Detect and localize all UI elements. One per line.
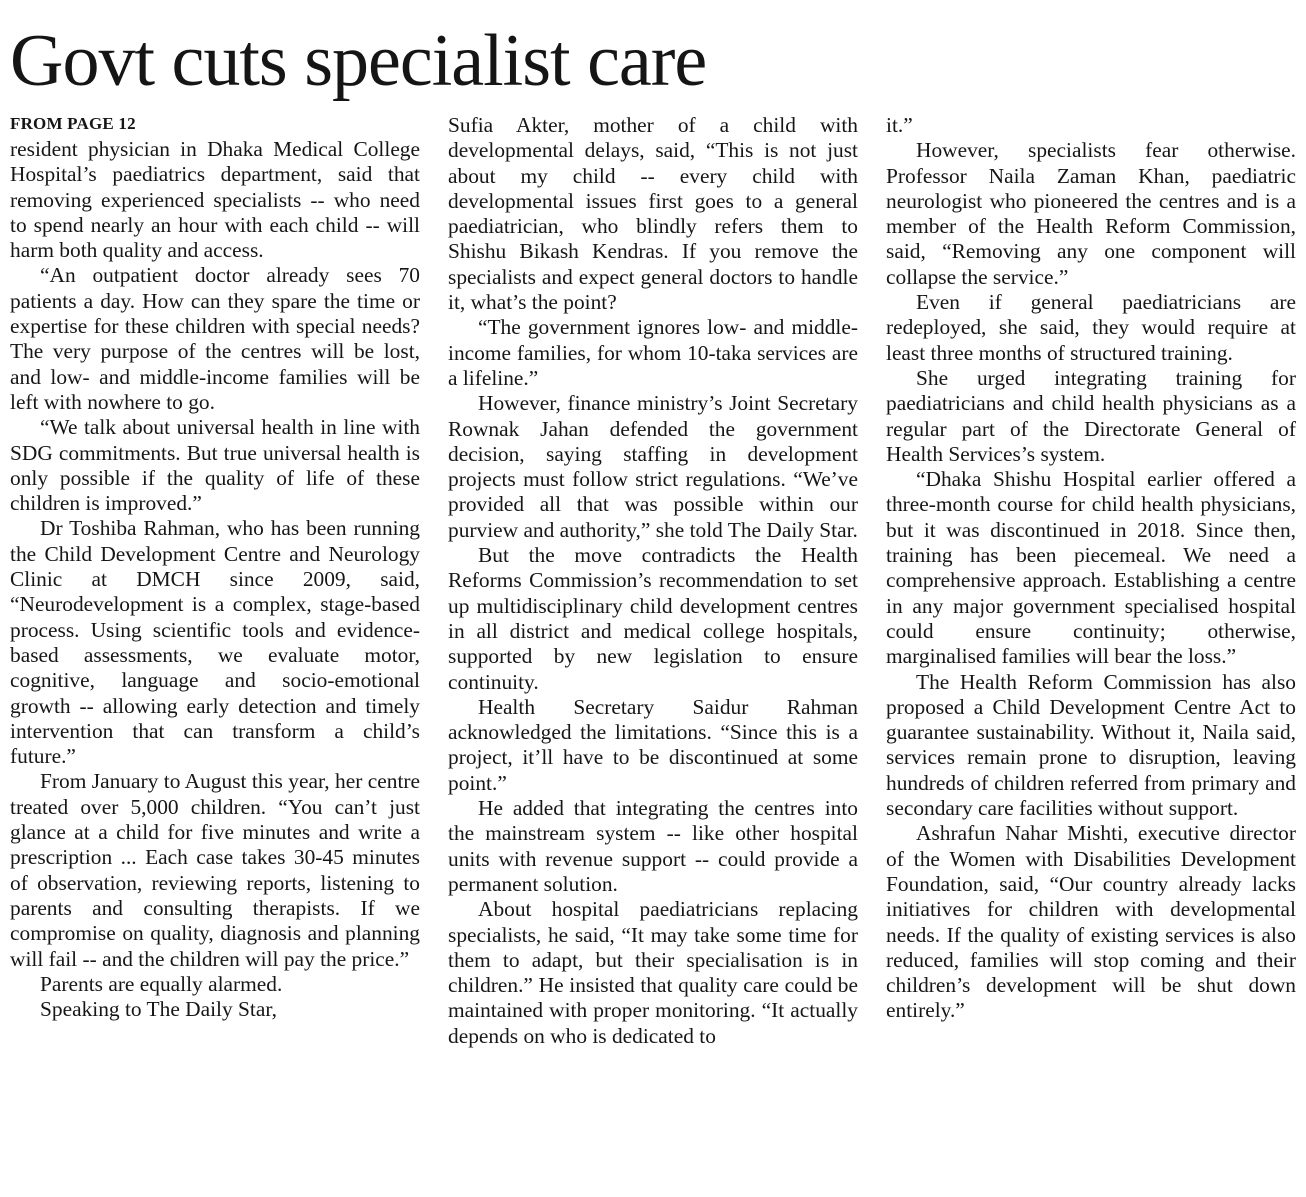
- paragraph: However, finance ministry’s Joint Secretary Rownak Jahan defended the government decision, saying staffing in development projects must follow strict regulations. “We’ve provided all that was possible within our purview and authority,” she told The Daily Star.: [448, 391, 858, 542]
- article-column-3: [886, 113, 1296, 1024]
- article-column-1: [10, 113, 420, 1022]
- paragraph: “The government ignores low- and middle-income families, for whom 10-taka services are a lifeline.”: [448, 315, 858, 390]
- paragraph: “Dhaka Shishu Hospital earlier offered a three-month course for child health physicians, but it was discontinued in 2018. Since then, training has been piecemeal. We need a comprehensive approach. Establishing a centre in any major government specialised hospital could ensure continuity; otherwise, marginalised families will bear the loss.”: [886, 467, 1296, 669]
- paragraph: However, specialists fear otherwise. Professor Naila Zaman Khan, paediatric neurologist who pioneered the centres and is a member of the Health Reform Commission, said, “Removing any one component will collapse the service.”: [886, 138, 1296, 289]
- paragraph: Health Secretary Saidur Rahman acknowledged the limitations. “Since this is a project, it’ll have to be discontinued at some point.”: [448, 694, 858, 795]
- paragraph: Even if general paediatricians are redeployed, she said, they would require at least three months of structured training.: [886, 290, 1296, 365]
- article-column-2: [448, 113, 858, 1049]
- paragraph: it.”: [886, 113, 913, 137]
- paragraph: “An outpatient doctor already sees 70 patients a day. How can they spare the time or expertise for these children with special needs? The very purpose of the centres will be lost, and low- and middle-income families will be left with nowhere to go.: [10, 263, 420, 414]
- paragraph: Dr Toshiba Rahman, who has been running the Child Development Centre and Neurology Clinic at DMCH since 2009, said, “Neurodevelopment is a complex, stage-based process. Using scientific tools and evidence-based assessments, we evaluate motor, cognitive, language and socio-emotional growth -- allowing early detection and timely intervention that can transform a child’s future.”: [10, 516, 420, 769]
- paragraph: “We talk about universal health in line with SDG commitments. But true universal health is only possible if the quality of life of these children is improved.”: [10, 415, 420, 516]
- headline: Govt cuts specialist care: [10, 20, 707, 102]
- paragraph: He added that integrating the centres into the mainstream system -- like other hospital units with revenue support -- could provide a permanent solution.: [448, 796, 858, 896]
- paragraph: Ashrafun Nahar Mishti, executive director of the Women with Disabilities Development Foundation, said, “Our country already lacks initiatives for children with developmental needs. If the quality of existing services is also reduced, families will stop coming and their children’s development will be shut down entirely.”: [886, 821, 1296, 1023]
- jump-line: FROM PAGE 12: [10, 114, 136, 133]
- paragraph: resident physician in Dhaka Medical College Hospital’s paediatrics department, said that removing experienced specialists -- who need to spend nearly an hour with each child -- will harm both quality and access.: [10, 137, 420, 263]
- paragraph: Parents are equally alarmed.: [40, 971, 283, 996]
- paragraph: But the move contradicts the Health Reforms Commission’s recommendation to set up multidisciplinary child development centres in all district and medical college hospitals, supported by new legislation to ensure continuity.: [448, 543, 858, 694]
- paragraph: Sufia Akter, mother of a child with developmental delays, said, “This is not just about my child -- every child with developmental issues first goes to a general paediatrician, who blindly refers them to Shishu Bikash Kendras. If you remove the specialists and expect general doctors to handle it, what’s the point?: [448, 113, 858, 315]
- paragraph: She urged integrating training for paediatricians and child health physicians as a regular part of the Directorate General of Health Services’s system.: [886, 365, 1296, 466]
- paragraph: About hospital paediatricians replacing specialists, he said, “It may take some time for them to adapt, but their specialisation is in children.” He insisted that quality care could be maintained with proper monitoring. “It actually depends on who is dedicated to: [448, 897, 858, 1048]
- paragraph: From January to August this year, her centre treated over 5,000 children. “You can’t just glance at a child for five minutes and write a prescription ... Each case takes 30-45 minutes of observation, reviewing reports, listening to parents and consulting therapists. If we compromise on quality, diagnosis and planning will fail -- and the children will pay the price.”: [10, 769, 420, 971]
- paragraph: The Health Reform Commission has also proposed a Child Development Centre Act to guarantee sustainability. Without it, Naila said, services remain prone to disruption, leaving hundreds of children referred from primary and secondary care facilities without support.: [886, 669, 1296, 821]
- paragraph: Speaking to The Daily Star,: [40, 997, 277, 1022]
